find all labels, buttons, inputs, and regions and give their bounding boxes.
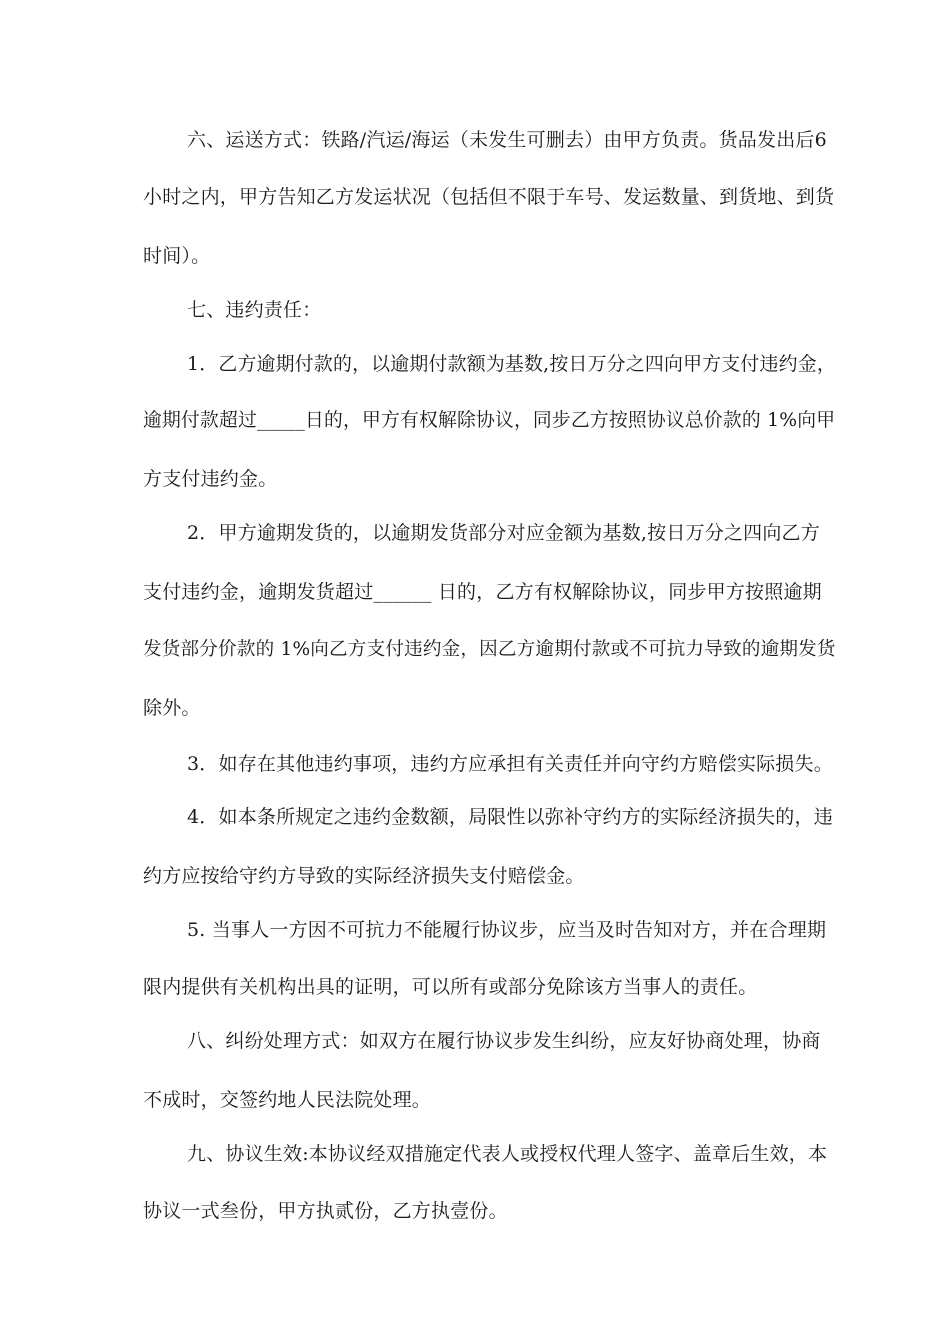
clause-7-2-line-3: 发货部分价款的 1%向乙方支付违约金，因乙方逾期付款或不可抗力导致的逾期发货: [143, 639, 836, 660]
clause-7-2-line-1: 2．甲方逾期发货的，以逾期发货部分对应金额为基数,按日万分之四向乙方: [187, 522, 820, 544]
clause-7-4-line-1: 4．如本条所规定之违约金数额，局限性以弥补守约方的实际经济损失的，违: [187, 806, 833, 828]
clause-6-line-3: 时间）。: [143, 245, 211, 267]
clause-8-line-1: 八、纠纷处理方式：如双方在履行协议步发生纠纷，应友好协商处理，协商: [187, 1030, 821, 1052]
clause-6-line-2: 小时之内，甲方告知乙方发运状况（包括但不限于车号、发运数量、到货地、到货: [143, 186, 835, 208]
clause-9-line-2: 协议一式叁份，甲方执贰份，乙方执壹份。: [143, 1200, 508, 1222]
clause-7-2-line-2: 支付违约金，逾期发货超过______ 日的，乙方有权解除协议，同步甲方按照逾期: [143, 581, 822, 603]
clause-7-3-line-1: 3．如存在其他违约事项，违约方应承担有关责任并向守约方赔偿实际损失。: [187, 753, 833, 775]
clause-7-1-line-2: 逾期付款超过_____日的，甲方有权解除协议，同步乙方按照协议总价款的 1%向甲: [143, 410, 836, 431]
clause-8-line-2: 不成时，交签约地人民法院处理。: [143, 1089, 432, 1111]
clause-9-line-1: 九、协议生效:本协议经双措施定代表人或授权代理人签字、盖章后生效，本: [187, 1143, 828, 1165]
clause-7-5-line-2: 限内提供有关机构出具的证明，可以所有或部分免除该方当事人的责任。: [143, 976, 758, 998]
clause-7-1-line-1: 1．乙方逾期付款的，以逾期付款额为基数,按日万分之四向甲方支付违约金，: [187, 353, 836, 375]
clause-7-5-line-1: 5. 当事人一方因不可抗力不能履行协议步，应当及时告知对方，并在合理期: [187, 919, 827, 941]
clause-7-4-line-2: 约方应按给守约方导致的实际经济损失支付赔偿金。: [143, 865, 585, 887]
clause-7-1-line-3: 方支付违约金。: [143, 468, 278, 490]
clause-7-2-line-4: 除外。: [143, 697, 201, 719]
clause-7-heading: 七、违约责任：: [187, 299, 322, 321]
clause-6-line-1: 六、运送方式：铁路/汽运/海运（未发生可删去）由甲方负责。货品发出后6: [187, 129, 827, 151]
